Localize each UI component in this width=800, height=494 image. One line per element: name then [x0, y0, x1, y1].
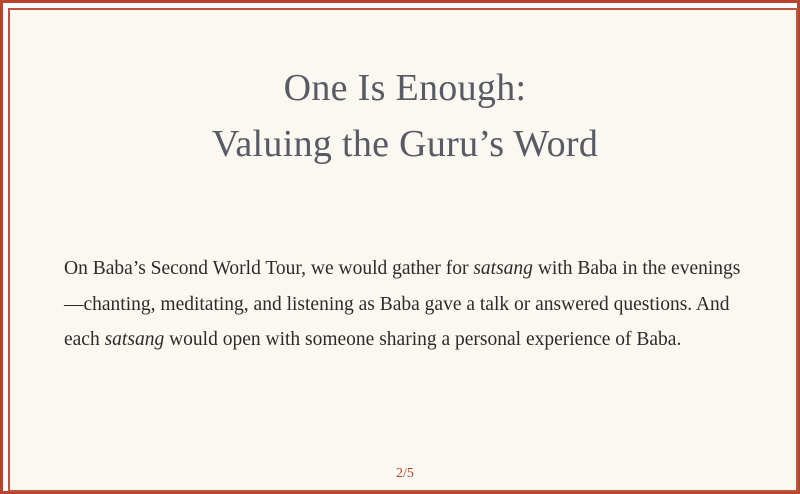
- paragraph-text-2: with Baba in the evenings—chanting, meditating, and listening as Baba gave a talk or answered questions. And each: [64, 258, 741, 350]
- title-line-2: Valuing the Guru’s Word: [211, 123, 599, 165]
- paragraph-emphasis-2: satsang: [104, 329, 165, 350]
- page-title: [10, 60, 800, 172]
- body-paragraph: [64, 251, 754, 358]
- paragraph-text-3: would open with someone sharing a personal experience of Baba.: [164, 329, 682, 350]
- slide-page: [8, 8, 798, 492]
- page-indicator: 2/5: [396, 466, 414, 481]
- paragraph-emphasis-1: satsang: [473, 258, 533, 279]
- paragraph-text-1: On Baba’s Second World Tour, we would gather for: [64, 258, 474, 279]
- title-line-1: One Is Enough:: [283, 67, 527, 109]
